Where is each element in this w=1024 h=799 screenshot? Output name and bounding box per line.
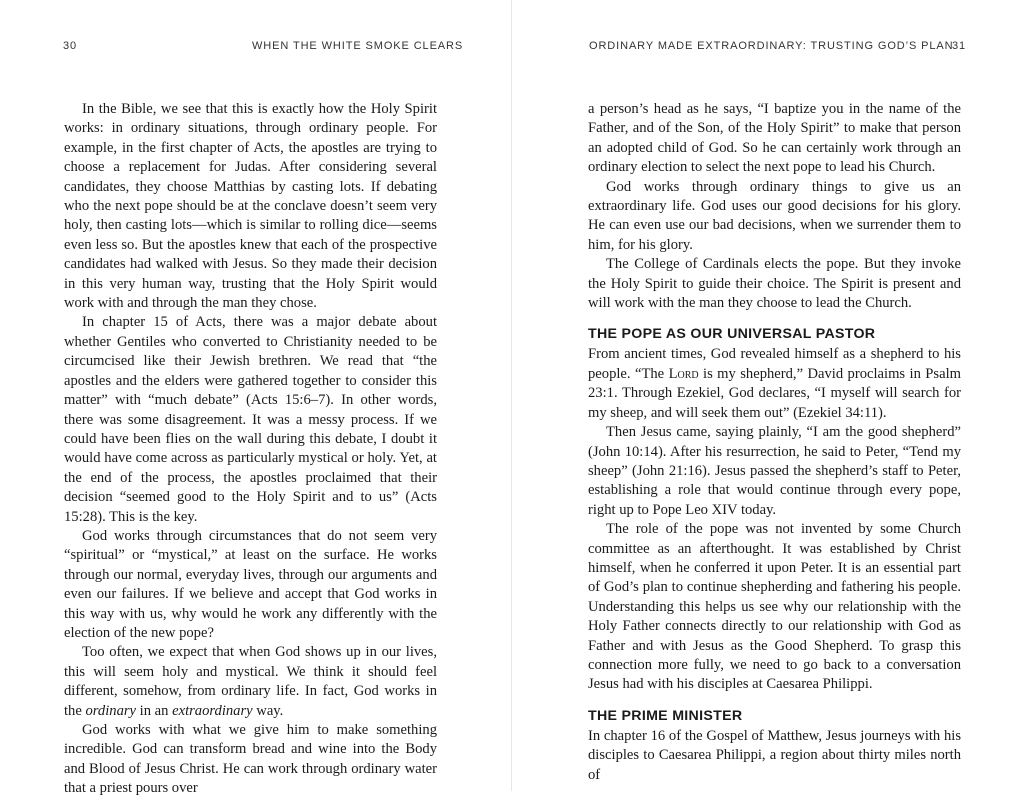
emphasis: ordinary [85, 702, 137, 719]
body-text [64, 100, 437, 799]
section-heading: THE POPE AS OUR UNIVERSAL PASTOR [588, 326, 876, 343]
left-page [0, 0, 512, 797]
paragraph: Then Jesus came, saying plainly, “I am the good shepherd” (John 10:14). After his resurrection, he said to Peter, “Tend my sheep” (John 21:16). Jesus passed the shepherd’s staff to Peter, establishing a role that would continue through every pope, right up to Pope Leo XIV today. [588, 424, 961, 518]
paragraph: In chapter 15 of Acts, there was a major debate about whether Gentiles who converted to Christianity needed to be circumcised like their Jewish brethren. We read that “the apostles and the elders were gathered together to consider this matter” with “much debate” (Acts 15:6–7). In other words, there was some disagreement. It was a messy process. If we could have been flies on the wall during this debate, I doubt it would have come across as particularly mystical or holy. Yet, at the end of the process, the apostles proclaimed that their decision “seemed good to the Holy Spirit and to us” (Acts 15:28). This is the key. [64, 314, 437, 525]
paragraph: In chapter 16 of the Gospel of Matthew, Jesus journeys with his disciples to Caesarea Philippi, a region about thirty miles north of [588, 727, 961, 783]
text-run: From ancient times, God revealed himself as a shepherd to his people. “The [588, 346, 961, 382]
paragraph: The role of the pope was not invented by some Church committee as an afterthought. It was established by Christ himself, when he conferred it upon Peter. It is an essential part of God’s plan to continue shepherding and fathering his people. Understanding this helps us see why our relationship with the Holy Father connects directly to our relationship with God as Father and with Jesus as the Good Shepherd. To grasp this connection more fully, we need to go back to a conversation Jesus had with his disciples at Caesarea Philippi. [588, 521, 961, 693]
text-run: in an [136, 702, 173, 719]
paragraph: God works through ordinary things to give us an extraordinary life. God uses our good decisions for his glory. He can even use our bad decisions, when we surrender them to him, for his glory. [588, 178, 961, 253]
paragraph: The College of Cardinals elects the pope. But they invoke the Holy Spirit to guide their choice. The Spirit is present and will work with the man they choose to lead the Church. [588, 256, 961, 312]
paragraph: In the Bible, we see that this is exactly how the Holy Spirit works: in ordinary situations, through ordinary people. For example, in the first chapter of Acts, the apostles are trying to choose a replacement for Judas. After considering several candidates, they choose Matthias by casting lots. If debating who the next pope should be at the conclave doesn’t seem very holy, then casting lots—which is similar to rolling dice—seems even less so. But the apostles knew that each of the prospective candidates had walked with Jesus. So they made their decision in this very human way, trusting that the Holy Spirit would work with and through the man they chose. [64, 101, 437, 312]
text-run: way. [252, 702, 284, 719]
running-head: ORDINARY MADE EXTRAORDINARY: TRUSTING GOD’S PLAN [589, 40, 954, 52]
paragraph [588, 345, 961, 423]
emphasis: extraordinary [172, 702, 253, 719]
right-page [512, 0, 1024, 791]
running-head: WHEN THE WHITE SMOKE CLEARS [252, 40, 464, 52]
page-number: 31 [952, 40, 967, 52]
small-caps-word: Lord [668, 365, 699, 382]
body-text [588, 100, 961, 785]
section-heading: THE PRIME MINISTER [588, 707, 743, 724]
paragraph: God works through circumstances that do not seem very “spiritual” or “mystical,” at least on the surface. He works through our normal, everyday lives, through our arguments and even our failures. If we believe and accept that God works in this way with us, why would he work any differently with the election of the new pope? [64, 527, 437, 641]
text-run: is my shepherd,” David proclaims in Psalm 23:1. Through Ezekiel, God declares, “I myself will search for my sheep, and will seek them out” (Ezekiel 34:11). [588, 365, 961, 421]
paragraph: God works with what we give him to make something incredible. God can transform bread and wine into the Body and Blood of Jesus Christ. He can work through ordinary water that a priest pours over [64, 722, 437, 797]
text-run: Too often, we expect that when God shows up in our lives, this will seem holy and mystical. We think it should feel different, somehow, from ordinary life. In fact, God works in the [64, 644, 437, 719]
paragraph: a person’s head as he says, “I baptize you in the name of the Father, and of the Son, of the Holy Spirit” to make that person an adopted child of God. So he can certainly work through an ordinary election to select the next pope to lead his Church. [588, 101, 961, 176]
paragraph [64, 643, 437, 721]
page-number: 30 [63, 40, 78, 52]
